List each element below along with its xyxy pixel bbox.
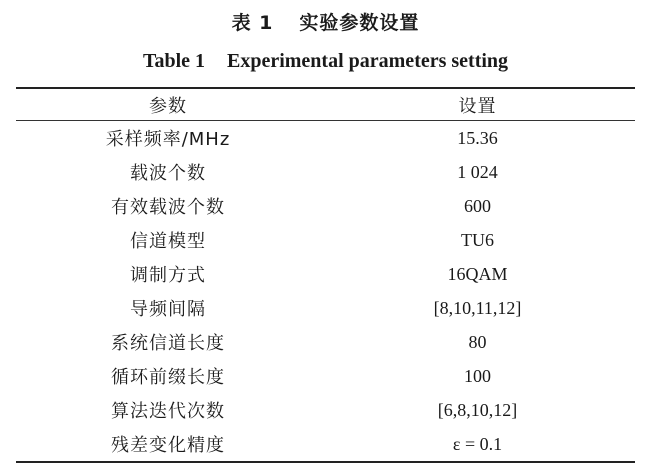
value-cell: 600	[464, 195, 491, 216]
table-row	[16, 427, 635, 461]
table-number-english: Table 1	[142, 50, 205, 72]
table-row	[16, 121, 635, 155]
param-cell: 有效载波个数	[111, 197, 225, 218]
param-cell: 载波个数	[130, 163, 206, 184]
value-cell: TU6	[461, 229, 494, 250]
value-cell: [8,10,11,12]	[433, 297, 522, 318]
param-cell: 调制方式	[130, 265, 206, 286]
parameters-table	[16, 87, 635, 463]
table-row	[16, 257, 635, 291]
table-bottom-rule	[16, 461, 635, 463]
table-row	[16, 189, 635, 223]
table-row	[16, 155, 635, 189]
table-row	[16, 325, 635, 359]
value-cell: [6,8,10,12]	[437, 399, 518, 420]
table-row	[16, 359, 635, 393]
table-header-row	[16, 89, 635, 120]
table-caption-english: Experimental parameters setting	[227, 50, 509, 72]
param-cell: 信道模型	[130, 231, 206, 252]
value-cell: 80	[468, 331, 487, 352]
param-cell: 导频间隔	[130, 299, 206, 320]
table-row	[16, 291, 635, 325]
table-number-chinese: 表 1	[231, 12, 274, 34]
header-param: 参数	[149, 95, 187, 117]
value-cell: 100	[464, 365, 491, 386]
value-cell: 1 024	[457, 161, 498, 182]
param-cell: 系统信道长度	[111, 333, 225, 354]
table-caption-chinese: 实验参数设置	[299, 12, 420, 34]
value-cell: 16QAM	[447, 263, 508, 284]
table-title-english	[0, 50, 651, 73]
table-row	[16, 393, 635, 427]
table-row	[16, 223, 635, 257]
param-cell: 循环前缀长度	[111, 367, 225, 388]
value-cell: 15.36	[457, 127, 498, 148]
param-cell: 算法迭代次数	[111, 401, 225, 422]
value-cell: ε = 0.1	[452, 433, 503, 454]
header-value: 设置	[458, 95, 497, 117]
param-cell: 采样频率/MHz	[105, 129, 231, 150]
param-cell: 残差变化精度	[111, 435, 225, 456]
table-title-chinese	[0, 8, 651, 35]
